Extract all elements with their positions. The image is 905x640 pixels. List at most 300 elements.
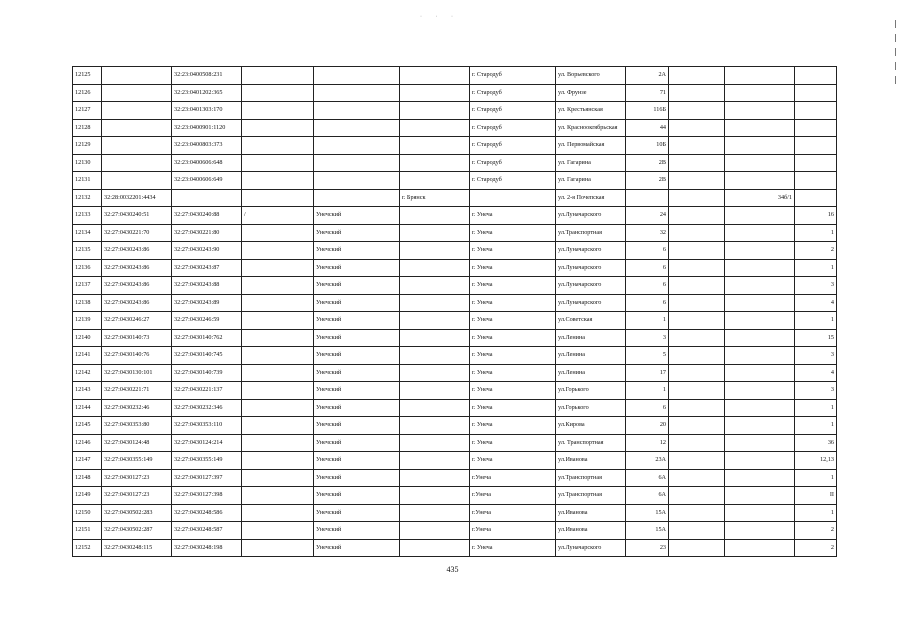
cell-c11 — [725, 207, 795, 225]
cell-dist: Унечский — [314, 469, 400, 487]
cell-city: г. Стародуб — [470, 137, 556, 155]
cell-kad1 — [102, 154, 172, 172]
cell-city: г.Унеча — [470, 487, 556, 505]
cell-n: 12150 — [73, 504, 102, 522]
cell-n: 12133 — [73, 207, 102, 225]
cell-kad2: 32:27:0430124:214 — [172, 434, 242, 452]
table-row — [73, 417, 837, 435]
table-row — [73, 294, 837, 312]
cell-c4 — [242, 382, 314, 400]
cell-kad1: 32:27:0430502:283 — [102, 504, 172, 522]
cell-house: 2В — [626, 154, 669, 172]
cell-c6 — [400, 294, 470, 312]
table-row — [73, 277, 837, 295]
cell-house: 17 — [626, 364, 669, 382]
cell-street: ул.Луначарского — [556, 207, 626, 225]
cell-kad1: 32:27:0430243:86 — [102, 277, 172, 295]
cell-city: г. Стародуб — [470, 154, 556, 172]
cell-c12 — [795, 67, 837, 85]
cell-c4 — [242, 504, 314, 522]
cell-c4 — [242, 189, 314, 207]
cell-dist — [314, 154, 400, 172]
cell-c10 — [669, 539, 725, 557]
cell-house: 44 — [626, 119, 669, 137]
cell-c10 — [669, 207, 725, 225]
cell-c10 — [669, 347, 725, 365]
cell-c11 — [725, 487, 795, 505]
cell-n: 12134 — [73, 224, 102, 242]
cell-c11: 34б/1 — [725, 189, 795, 207]
cell-c12: 3 — [795, 382, 837, 400]
cell-c11 — [725, 469, 795, 487]
cell-street: ул.Ленина — [556, 347, 626, 365]
cell-c4 — [242, 417, 314, 435]
cell-kad2: 32:27:0430243:87 — [172, 259, 242, 277]
cell-c6 — [400, 102, 470, 120]
cell-kad1: 32:27:0430243:86 — [102, 259, 172, 277]
cell-street: ул.Горького — [556, 399, 626, 417]
cell-city: г.Унеча — [470, 504, 556, 522]
cell-street: ул. Крестьянская — [556, 102, 626, 120]
cell-kad1 — [102, 119, 172, 137]
cell-kad1 — [102, 84, 172, 102]
cell-c6 — [400, 434, 470, 452]
cell-c10 — [669, 469, 725, 487]
cell-kad1: 32:28:0032201:4434 — [102, 189, 172, 207]
cell-kad1: 32:27:0430140:76 — [102, 347, 172, 365]
cell-street: ул. 2-я Почепская — [556, 189, 626, 207]
cell-house: 6 — [626, 277, 669, 295]
cell-dist — [314, 67, 400, 85]
cell-street: ул.Иванова — [556, 452, 626, 470]
cell-c6 — [400, 539, 470, 557]
cell-n: 12152 — [73, 539, 102, 557]
cell-c4 — [242, 364, 314, 382]
cell-c12: 4 — [795, 364, 837, 382]
cell-kad2: 32:27:0430221:137 — [172, 382, 242, 400]
table-row — [73, 137, 837, 155]
cell-c6 — [400, 347, 470, 365]
cell-dist: Унечский — [314, 347, 400, 365]
cell-kad1: 32:27:0430243:86 — [102, 242, 172, 260]
cell-dist: Унечский — [314, 434, 400, 452]
cell-city: г. Унеча — [470, 417, 556, 435]
cell-kad1: 32:27:0430140:73 — [102, 329, 172, 347]
cell-c6 — [400, 207, 470, 225]
cell-n: 12151 — [73, 522, 102, 540]
table-row — [73, 119, 837, 137]
cell-house: 12 — [626, 434, 669, 452]
cell-city: г. Унеча — [470, 382, 556, 400]
cell-dist: Унечский — [314, 259, 400, 277]
cell-c6 — [400, 364, 470, 382]
cell-c12: 1 — [795, 399, 837, 417]
cell-c4 — [242, 452, 314, 470]
cell-n: 12128 — [73, 119, 102, 137]
cell-c10 — [669, 189, 725, 207]
cell-street: ул.Луначарского — [556, 539, 626, 557]
cell-c10 — [669, 277, 725, 295]
cell-house: 2В — [626, 172, 669, 190]
cell-house: 6А — [626, 469, 669, 487]
cell-house: 1 — [626, 382, 669, 400]
cell-c4 — [242, 347, 314, 365]
scan-artifact: · · · — [420, 14, 459, 20]
cell-street: ул. Фрунзе — [556, 84, 626, 102]
cell-house: 2А — [626, 67, 669, 85]
cell-dist: Унечский — [314, 294, 400, 312]
cell-c6 — [400, 469, 470, 487]
cell-c10 — [669, 504, 725, 522]
cell-c11 — [725, 434, 795, 452]
cell-c6 — [400, 172, 470, 190]
cell-city: г. Стародуб — [470, 84, 556, 102]
cell-house: 5 — [626, 347, 669, 365]
cell-kad1: 32:27:0430243:86 — [102, 294, 172, 312]
cell-c11 — [725, 67, 795, 85]
cell-kad2: 32:27:0430246:59 — [172, 312, 242, 330]
cell-kad1 — [102, 67, 172, 85]
cell-house: 23 — [626, 539, 669, 557]
cell-c10 — [669, 242, 725, 260]
cell-house: 20 — [626, 417, 669, 435]
cell-c6 — [400, 504, 470, 522]
cell-kad2: 32:27:0430140:745 — [172, 347, 242, 365]
cell-c11 — [725, 294, 795, 312]
cell-c10 — [669, 452, 725, 470]
cell-kad2: 32:23:0400606:648 — [172, 154, 242, 172]
cell-c12: 16 — [795, 207, 837, 225]
cell-c11 — [725, 172, 795, 190]
cell-street: ул.Горького — [556, 382, 626, 400]
cell-street: ул.Транспортная — [556, 487, 626, 505]
table-row — [73, 399, 837, 417]
cell-street: ул. Гагарина — [556, 172, 626, 190]
cell-c4 — [242, 84, 314, 102]
cell-c11 — [725, 84, 795, 102]
table-row — [73, 102, 837, 120]
cell-house: 32 — [626, 224, 669, 242]
cell-n: 12146 — [73, 434, 102, 452]
cell-kad2: 32:27:0430243:90 — [172, 242, 242, 260]
cell-n: 12138 — [73, 294, 102, 312]
cell-c11 — [725, 452, 795, 470]
cell-n: 12140 — [73, 329, 102, 347]
cell-street: ул.Луначарского — [556, 242, 626, 260]
cell-c4 — [242, 242, 314, 260]
cell-n: 12126 — [73, 84, 102, 102]
cell-c6 — [400, 399, 470, 417]
cell-c6 — [400, 67, 470, 85]
cell-kad2: 32:27:0430127:398 — [172, 487, 242, 505]
cell-c6 — [400, 417, 470, 435]
cell-c10 — [669, 522, 725, 540]
cell-c10 — [669, 259, 725, 277]
cell-n: 12143 — [73, 382, 102, 400]
cell-kad2: 32:27:0430232:346 — [172, 399, 242, 417]
cell-c6 — [400, 84, 470, 102]
cell-house: 23А — [626, 452, 669, 470]
registry-table — [72, 66, 837, 557]
table-row — [73, 242, 837, 260]
cell-kad1: 32:27:0430221:70 — [102, 224, 172, 242]
cell-house: 6 — [626, 399, 669, 417]
cell-c6 — [400, 312, 470, 330]
cell-city: г. Унеча — [470, 207, 556, 225]
cell-c11 — [725, 347, 795, 365]
cell-dist — [314, 84, 400, 102]
table-row — [73, 312, 837, 330]
table-row — [73, 504, 837, 522]
cell-street: ул.Ленина — [556, 364, 626, 382]
cell-kad2: 32:23:0400508:231 — [172, 67, 242, 85]
cell-city: г. Стародуб — [470, 172, 556, 190]
cell-c10 — [669, 364, 725, 382]
cell-c10 — [669, 434, 725, 452]
cell-street: ул.Ленина — [556, 329, 626, 347]
cell-kad1: 32:27:0430502:287 — [102, 522, 172, 540]
cell-street: ул.Транспортная — [556, 469, 626, 487]
cell-city — [470, 189, 556, 207]
cell-city: г. Унеча — [470, 277, 556, 295]
cell-c6: г. Брянск — [400, 189, 470, 207]
cell-city: г. Унеча — [470, 347, 556, 365]
cell-kad1: 32:27:0430246:27 — [102, 312, 172, 330]
cell-c10 — [669, 382, 725, 400]
cell-kad1: 32:27:0430127:23 — [102, 487, 172, 505]
cell-city: г. Стародуб — [470, 67, 556, 85]
cell-c11 — [725, 259, 795, 277]
scan-edge-marks — [893, 20, 899, 90]
cell-dist — [314, 102, 400, 120]
cell-house: 6 — [626, 242, 669, 260]
cell-kad2: 32:27:0430240:88 — [172, 207, 242, 225]
cell-city: г. Унеча — [470, 434, 556, 452]
cell-house: 6 — [626, 294, 669, 312]
table-row — [73, 522, 837, 540]
cell-house: 24 — [626, 207, 669, 225]
cell-dist: Унечский — [314, 224, 400, 242]
cell-house: 6 — [626, 259, 669, 277]
cell-kad1 — [102, 172, 172, 190]
cell-street: ул.Транспортная — [556, 224, 626, 242]
table-row — [73, 207, 837, 225]
cell-c4 — [242, 522, 314, 540]
cell-city: г.Унеча — [470, 469, 556, 487]
cell-c6 — [400, 224, 470, 242]
cell-c4 — [242, 102, 314, 120]
cell-kad1: 32:27:0430353:80 — [102, 417, 172, 435]
cell-kad1: 32:27:0430127:23 — [102, 469, 172, 487]
cell-c4 — [242, 434, 314, 452]
table-row — [73, 189, 837, 207]
cell-dist — [314, 119, 400, 137]
cell-n: 12148 — [73, 469, 102, 487]
cell-kad2: 32:23:0400803:373 — [172, 137, 242, 155]
cell-c11 — [725, 539, 795, 557]
cell-c4 — [242, 312, 314, 330]
cell-c12: 1 — [795, 224, 837, 242]
cell-c4 — [242, 224, 314, 242]
cell-c10 — [669, 329, 725, 347]
table-row — [73, 487, 837, 505]
cell-dist: Унечский — [314, 539, 400, 557]
cell-kad2: 32:27:0430243:88 — [172, 277, 242, 295]
cell-c12: 1 — [795, 259, 837, 277]
cell-kad1: 32:27:0430130:101 — [102, 364, 172, 382]
cell-city: г. Унеча — [470, 539, 556, 557]
cell-kad2: 32:23:0401303:170 — [172, 102, 242, 120]
table-row — [73, 259, 837, 277]
cell-house: 3 — [626, 329, 669, 347]
cell-dist: Унечский — [314, 207, 400, 225]
cell-c6 — [400, 329, 470, 347]
cell-dist: Унечский — [314, 399, 400, 417]
cell-c4 — [242, 259, 314, 277]
cell-kad1 — [102, 137, 172, 155]
cell-kad1: 32:27:0430240:51 — [102, 207, 172, 225]
cell-c11 — [725, 382, 795, 400]
cell-kad2: 32:27:0430127:397 — [172, 469, 242, 487]
cell-c12: 4 — [795, 294, 837, 312]
cell-city: г. Унеча — [470, 294, 556, 312]
cell-street: ул.Луначарского — [556, 277, 626, 295]
cell-dist: Унечский — [314, 504, 400, 522]
cell-c11 — [725, 102, 795, 120]
cell-c4 — [242, 119, 314, 137]
cell-kad2: 32:23:0401202:365 — [172, 84, 242, 102]
cell-c4 — [242, 539, 314, 557]
cell-c12: 15 — [795, 329, 837, 347]
cell-c10 — [669, 312, 725, 330]
page-number: 435 — [446, 565, 459, 574]
cell-kad2: 32:23:0400606:649 — [172, 172, 242, 190]
cell-n: 12136 — [73, 259, 102, 277]
cell-c11 — [725, 137, 795, 155]
cell-dist: Унечский — [314, 277, 400, 295]
cell-street: ул. Красноокrябрьская — [556, 119, 626, 137]
cell-kad2: 32:27:0430140:739 — [172, 364, 242, 382]
cell-c6 — [400, 277, 470, 295]
cell-c11 — [725, 154, 795, 172]
cell-kad2: 32:27:0430248:587 — [172, 522, 242, 540]
cell-c4 — [242, 154, 314, 172]
cell-n: 12132 — [73, 189, 102, 207]
cell-n: 12141 — [73, 347, 102, 365]
cell-dist — [314, 189, 400, 207]
cell-kad1: 32:27:0430221:71 — [102, 382, 172, 400]
cell-kad1: 32:27:0430248:115 — [102, 539, 172, 557]
table-row — [73, 539, 837, 557]
cell-dist: Унечский — [314, 382, 400, 400]
cell-c10 — [669, 224, 725, 242]
cell-c4 — [242, 137, 314, 155]
table-row — [73, 67, 837, 85]
table-row — [73, 329, 837, 347]
cell-dist: Унечский — [314, 487, 400, 505]
cell-c12: 2 — [795, 242, 837, 260]
cell-c10 — [669, 294, 725, 312]
cell-c12 — [795, 119, 837, 137]
cell-city: г. Унеча — [470, 452, 556, 470]
cell-c4 — [242, 172, 314, 190]
cell-street: ул.Советская — [556, 312, 626, 330]
cell-c12 — [795, 189, 837, 207]
cell-n: 12127 — [73, 102, 102, 120]
cell-n: 12129 — [73, 137, 102, 155]
cell-n: 12125 — [73, 67, 102, 85]
cell-c10 — [669, 119, 725, 137]
table-row — [73, 84, 837, 102]
cell-city: г. Унеча — [470, 224, 556, 242]
cell-kad2: 32:27:0430355:149 — [172, 452, 242, 470]
cell-street: ул.Иванова — [556, 522, 626, 540]
cell-c11 — [725, 364, 795, 382]
cell-c11 — [725, 312, 795, 330]
cell-c4 — [242, 399, 314, 417]
cell-house: 15А — [626, 522, 669, 540]
cell-c4 — [242, 294, 314, 312]
cell-c10 — [669, 417, 725, 435]
cell-c11 — [725, 242, 795, 260]
cell-n: 12131 — [73, 172, 102, 190]
cell-n: 12145 — [73, 417, 102, 435]
cell-c6 — [400, 242, 470, 260]
cell-c11 — [725, 417, 795, 435]
cell-c12 — [795, 102, 837, 120]
cell-street: ул.Луначарского — [556, 259, 626, 277]
cell-c12: 3 — [795, 347, 837, 365]
cell-n: 12137 — [73, 277, 102, 295]
cell-n: 12147 — [73, 452, 102, 470]
cell-c6 — [400, 487, 470, 505]
table-row — [73, 434, 837, 452]
cell-c10 — [669, 137, 725, 155]
cell-n: 12149 — [73, 487, 102, 505]
cell-kad1: 32:27:0430232:46 — [102, 399, 172, 417]
cell-c4 — [242, 277, 314, 295]
cell-dist: Унечский — [314, 242, 400, 260]
table-row — [73, 154, 837, 172]
cell-c12 — [795, 84, 837, 102]
cell-kad2: 32:27:0430243:89 — [172, 294, 242, 312]
cell-house: 10Б — [626, 137, 669, 155]
cell-c4 — [242, 487, 314, 505]
cell-c6 — [400, 137, 470, 155]
cell-street: ул.Луначарского — [556, 294, 626, 312]
cell-c11 — [725, 399, 795, 417]
cell-house: 1 — [626, 312, 669, 330]
cell-c6 — [400, 522, 470, 540]
cell-c11 — [725, 119, 795, 137]
table-row — [73, 347, 837, 365]
cell-n: 12139 — [73, 312, 102, 330]
cell-house: 6А — [626, 487, 669, 505]
cell-c10 — [669, 102, 725, 120]
cell-c10 — [669, 399, 725, 417]
cell-c10 — [669, 84, 725, 102]
cell-dist: Унечский — [314, 329, 400, 347]
cell-c10 — [669, 154, 725, 172]
table-row — [73, 364, 837, 382]
cell-n: 12144 — [73, 399, 102, 417]
cell-c6 — [400, 382, 470, 400]
cell-kad1: 32:27:0430355:149 — [102, 452, 172, 470]
cell-kad2: 32:27:0430221:80 — [172, 224, 242, 242]
cell-street: ул. Первомайская — [556, 137, 626, 155]
cell-c11 — [725, 224, 795, 242]
cell-city: г. Унеча — [470, 312, 556, 330]
